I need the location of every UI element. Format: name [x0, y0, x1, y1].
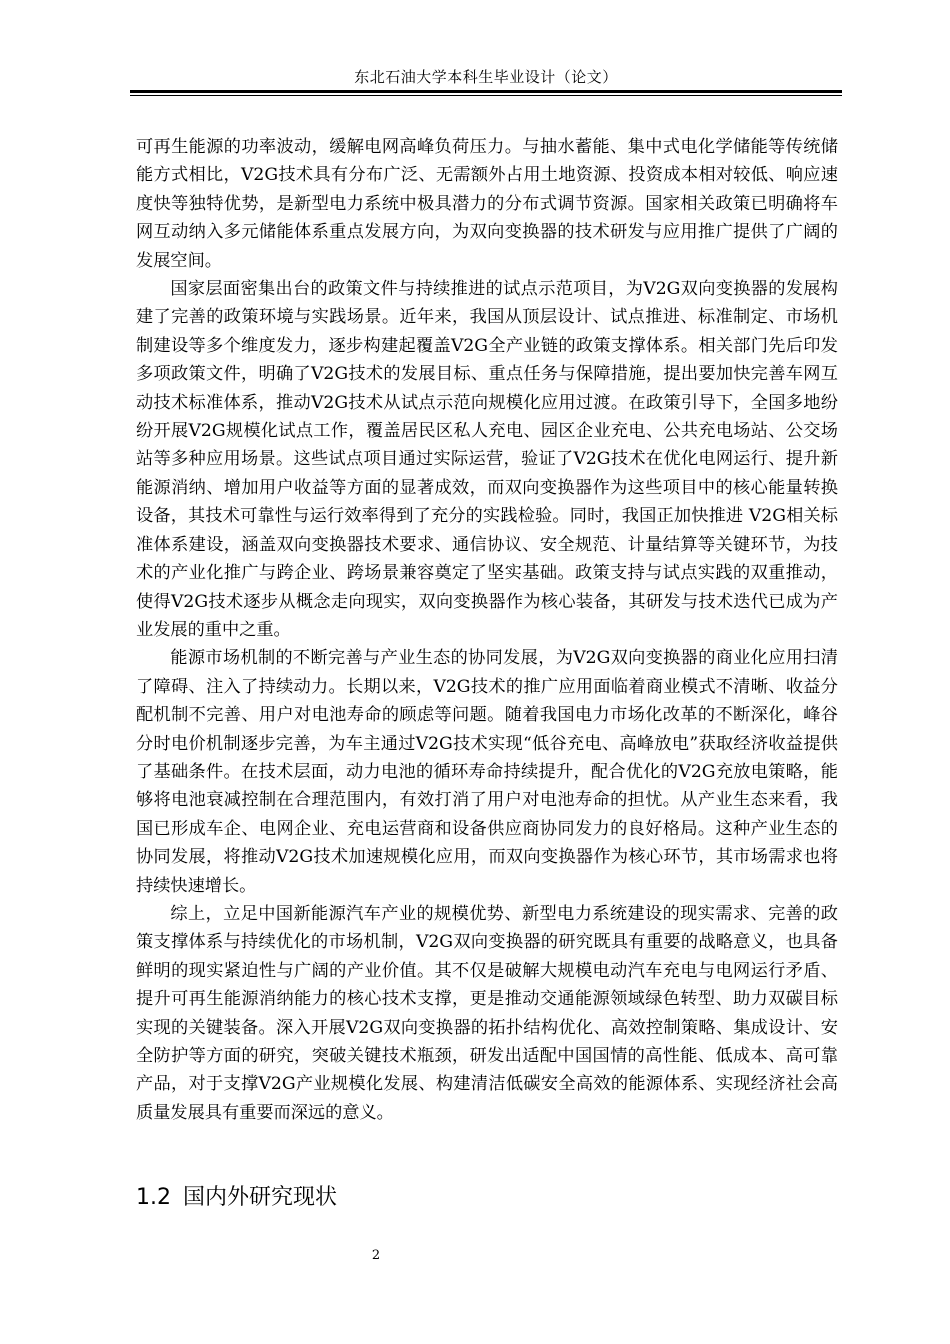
header-rule-thick	[130, 90, 842, 93]
paragraph-summary: 综上，立足中国新能源汽车产业的规模优势、新型电力系统建设的现实需求、完善的政策支撑体系与持续优化的市场机制，V2G双向变换器的研究既具有重要的战略意义，也具备鲜明的现实紧迫性与广阔的产业价值。其不仅是破解大规模电动汽车充电与电网运行矛盾、提升可再生能源消纳能力的核心技术支撑，更是推动交通能源领域绿色转型、助力双碳目标实现的关键装备。深入开展V2G双向变换器的拓扑结构优化、高效控制策略、集成设计、安全防护等方面的研究，突破关键技术瓶颈，研发出适配中国国情的高性能、低成本、高可靠产品，对于支撑V2G产业规模化发展、构建清洁低碳安全高效的能源体系、实现经济社会高质量发展具有重要而深远的意义。	[136, 903, 838, 1123]
section-title: 国内外研究现状	[183, 1185, 338, 1210]
page-number: 2	[371, 1248, 381, 1263]
section-heading	[136, 1183, 337, 1213]
running-header: 东北石油大学本科生毕业设计（论文）	[354, 68, 618, 86]
paragraph-policy: 国家层面密集出台的政策文件与持续推进的试点示范项目，为V2G双向变换器的发展构建了完善的政策环境与实践场景。近年来，我国从顶层设计、试点推进、标准制定、市场机制建设等多个维度发力，逐步构建起覆盖V2G全产业链的政策支撑体系。相关部门先后印发多项政策文件，明确了V2G技术的发展目标、重点任务与保障措施，提出要加快完善车网互动技术标准体系，推动V2G技术从试点示范向规模化应用过渡。在政策引导下，全国多地纷纷开展V2G规模化试点工作，覆盖居民区私人充电、园区企业充电、公共充电场站、公交场站等多种应用场景。这些试点项目通过实际运营，验证了V2G技术在优化电网运行、提升新能源消纳、增加用户收益等方面的显著成效，而双向变换器作为这些项目中的核心能量转换设备，其技术可靠性与运行效率得到了充分的实践检验。同时，我国正加快推进 V2G相关标准体系建设，涵盖双向变换器技术要求、通信协议、安全规范、计量结算等关键环节，为技术的产业化推广与跨企业、跨场景兼容奠定了坚实基础。政策支持与试点实践的双重推动，使得V2G技术逐步从概念走向现实，双向变换器作为核心装备，其研发与技术迭代已成为产业发展的重中之重。	[136, 279, 838, 640]
section-number: 1.2	[136, 1185, 171, 1210]
paragraph-market: 能源市场机制的不断完善与产业生态的协同发展，为V2G双向变换器的商业化应用扫清了障碍、注入了持续动力。长期以来，V2G技术的推广应用面临着商业模式不清晰、收益分配机制不完善、用户对电池寿命的顾虑等问题。随着我国电力市场化改革的不断深化，峰谷分时电价机制逐步完善，为车主通过V2G技术实现“低谷充电、高峰放电”获取经济收益提供了基础条件。在技术层面，动力电池的循环寿命持续提升，配合优化的V2G充放电策略，能够将电池衰减控制在合理范围内，有效打消了用户对电池寿命的担忧。从产业生态来看，我国已形成车企、电网企业、充电运营商和设备供应商协同发力的良好格局。这种产业生态的协同发展，将推动V2G技术加速规模化应用，而双向变换器作为核心环节，其市场需求也将持续快速增长。	[136, 648, 838, 896]
paragraph-continued: 可再生能源的功率波动，缓解电网高峰负荷压力。与抽水蓄能、集中式电化学储能等传统储能方式相比，V2G技术具有分布广泛、无需额外占用土地资源、投资成本相对较低、响应速度快等独特优势，是新型电力系统中极具潜力的分布式调节资源。国家相关政策已明确将车网互动纳入多元储能体系重点发展方向，为双向变换器的技术研发与应用推广提供了广阔的发展空间。	[136, 137, 838, 271]
header-rule-thin	[130, 95, 842, 96]
body-text	[136, 133, 838, 1127]
